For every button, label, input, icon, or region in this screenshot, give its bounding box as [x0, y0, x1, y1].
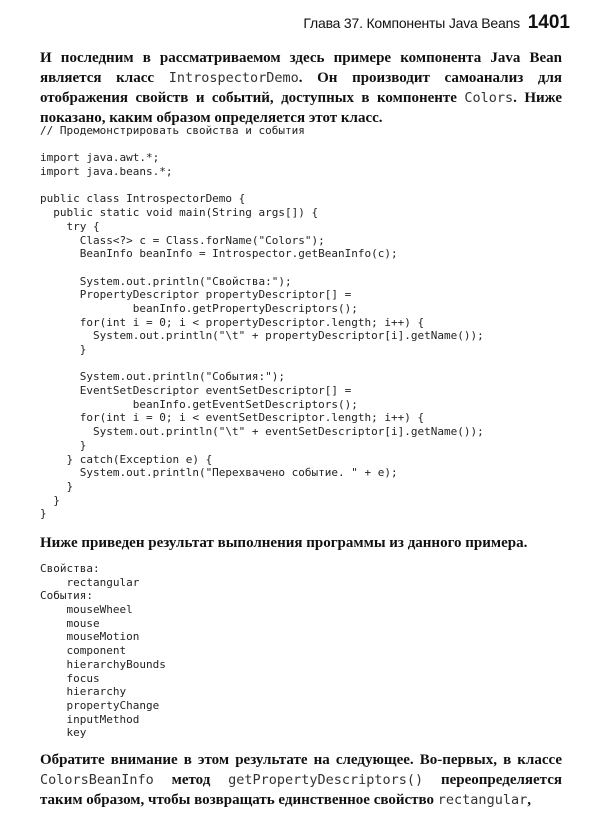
- intro-paragraph: [40, 48, 562, 128]
- code-line: } catch(Exception e) {: [40, 452, 213, 466]
- code-line: for(int i = 0; i < eventSetDescriptor.length; i++) {: [40, 411, 425, 425]
- code-line: System.out.println("Свойства:");: [40, 274, 292, 288]
- code-line: import java.awt.*;: [40, 151, 160, 165]
- code-line: System.out.println("События:");: [40, 370, 286, 384]
- closing-paragraph: [40, 750, 562, 810]
- code-line: beanInfo.getPropertyDescriptors();: [40, 301, 358, 315]
- output-line: mouse: [40, 616, 100, 630]
- code-line: for(int i = 0; i < propertyDescriptor.length; i++) {: [40, 315, 425, 329]
- closing-text-3: переопределяется таким образом, чтобы возвращать единственное свойство: [40, 772, 562, 808]
- code-line: [40, 357, 484, 371]
- code-line: [40, 138, 484, 152]
- closing-code-beaninfo: ColorsBeanInfo: [40, 772, 154, 788]
- closing-code-method: getPropertyDescriptors(): [228, 772, 424, 788]
- code-line: beanInfo.getEventSetDescriptors();: [40, 397, 358, 411]
- code-line: }: [40, 438, 87, 452]
- closing-text-1: Обратите внимание в этом результате на следующее. Во-первых, в классе: [40, 752, 562, 768]
- code-line: System.out.println("\t" + eventSetDescriptor[i].getName());: [40, 425, 484, 439]
- closing-code-property: rectangular: [437, 792, 528, 808]
- output-line: mouseMotion: [40, 630, 140, 644]
- result-intro-paragraph: Ниже приведен результат выполнения программы из данного примера.: [40, 535, 528, 551]
- code-line: Class<?> c = Class.forName("Colors");: [40, 233, 325, 247]
- code-line: public class IntrospectorDemo {: [40, 192, 246, 206]
- closing-text-2: метод: [153, 772, 229, 788]
- output-listing: [40, 562, 166, 740]
- output-line: key: [40, 726, 87, 740]
- running-header: [0, 12, 600, 36]
- code-line: public static void main(String args[]) {: [40, 206, 319, 220]
- code-line: System.out.println("Перехвачено событие. " + e);: [40, 466, 398, 480]
- code-line: [40, 261, 484, 275]
- code-line: [40, 179, 484, 193]
- intro-code-class: IntrospectorDemo: [168, 70, 299, 86]
- intro-text-1: И последним в рассматриваемом здесь примере компонента Java Bean является класс: [40, 50, 562, 86]
- output-line: inputMethod: [40, 712, 140, 726]
- code-line: EventSetDescriptor eventSetDescriptor[] =: [40, 384, 352, 398]
- intro-text-2: . Он производит самоанализ для отображения свойств и событий, доступных в компоненте: [40, 70, 562, 106]
- code-listing: [40, 124, 484, 521]
- output-line: Свойства:: [40, 562, 100, 575]
- page-number: 1401: [527, 12, 570, 33]
- output-line: focus: [40, 671, 100, 685]
- code-line: System.out.println("\t" + propertyDescriptor[i].getName());: [40, 329, 484, 343]
- output-line: component: [40, 644, 127, 658]
- code-line: // Продемонстрировать свойства и события: [40, 124, 305, 137]
- output-line: События:: [40, 589, 93, 603]
- code-line: try {: [40, 219, 100, 233]
- code-line: BeanInfo beanInfo = Introspector.getBeanInfo(c);: [40, 247, 398, 261]
- intro-text-3: . Ниже показано, каким образом определяется этот класс.: [40, 90, 562, 126]
- code-line: }: [40, 493, 60, 507]
- code-line: }: [40, 507, 47, 521]
- code-line: }: [40, 479, 74, 493]
- code-line: }: [40, 343, 87, 356]
- code-line: import java.beans.*;: [40, 165, 173, 179]
- closing-text-4: ,: [527, 792, 531, 808]
- intro-code-colors: Colors: [464, 90, 514, 106]
- output-line: hierarchyBounds: [40, 657, 166, 671]
- output-line: hierarchy: [40, 685, 127, 699]
- output-line: rectangular: [40, 575, 140, 589]
- output-line: propertyChange: [40, 698, 160, 712]
- output-line: mouseWheel: [40, 603, 133, 617]
- code-line: PropertyDescriptor propertyDescriptor[] =: [40, 288, 352, 302]
- chapter-title: Глава 37. Компоненты Java Beans: [303, 15, 520, 31]
